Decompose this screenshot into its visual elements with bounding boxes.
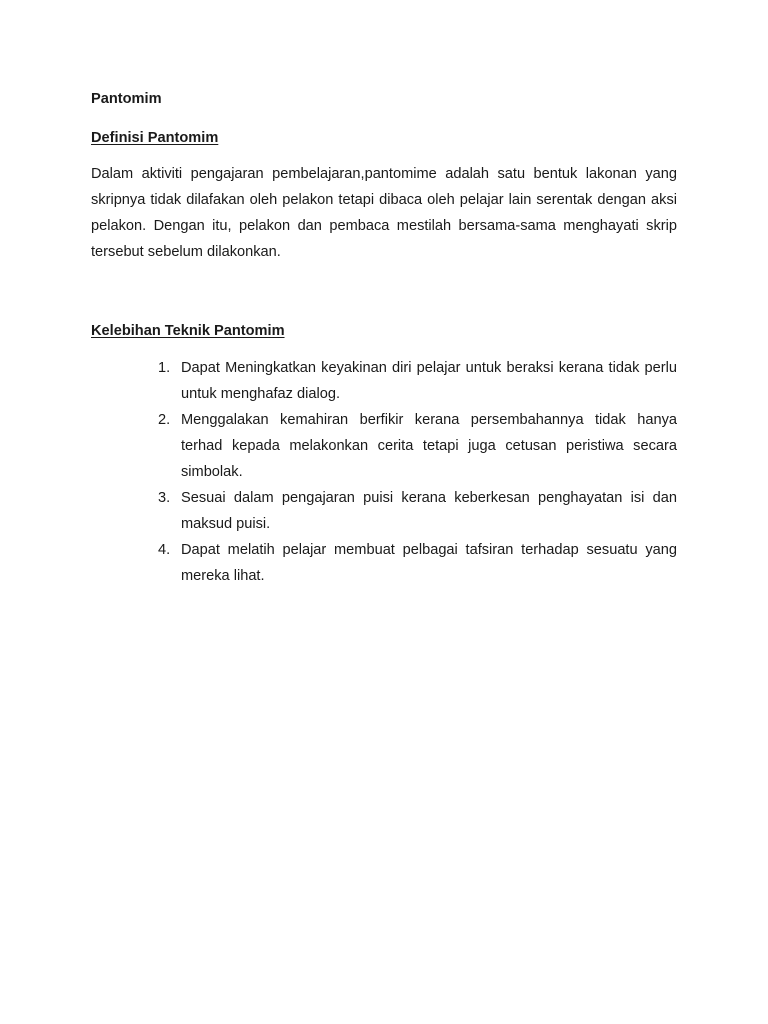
list-item-number: 3. [158, 490, 171, 506]
list-item-text: Sesuai dalam pengajaran puisi kerana keberkesan penghayatan isi dan maksud puisi. [181, 490, 677, 532]
list-item-text: Dapat Meningkatkan keyakinan diri pelajar untuk beraksi kerana tidak perlu untuk menghafaz dialog. [181, 360, 677, 402]
advantages-heading: Kelebihan Teknik Pantomim [91, 323, 285, 339]
advantages-list-item [158, 537, 677, 589]
advantages-list [91, 355, 677, 589]
document-body [91, 88, 677, 589]
list-item-number: 2. [158, 412, 171, 428]
list-item-number: 1. [158, 360, 171, 376]
definition-paragraph: Dalam aktiviti pengajaran pembelajaran,pantomime adalah satu bentuk lakonan yang skripnya tidak dilafakan oleh pelakon tetapi dibaca oleh pelajar lain serentak dengan aksi pelakon. Dengan itu, pelakon dan pembaca mestilah bersama-sama menghayati skrip tersebut sebelum dilakonkan. [91, 166, 677, 260]
advantages-list-item [158, 485, 677, 537]
document-title: Pantomim [91, 91, 162, 107]
definition-heading: Definisi Pantomim [91, 130, 219, 146]
advantages-list-item [158, 355, 677, 407]
list-item-text: Dapat melatih pelajar membuat pelbagai tafsiran terhadap sesuatu yang mereka lihat. [181, 542, 677, 584]
advantages-list-item [158, 407, 677, 485]
list-item-text: Menggalakan kemahiran berfikir kerana persembahannya tidak hanya terhad kepada melakonkan cerita tetapi juga cetusan peristiwa secara simbolak. [181, 412, 677, 480]
list-item-number: 4. [158, 542, 171, 558]
